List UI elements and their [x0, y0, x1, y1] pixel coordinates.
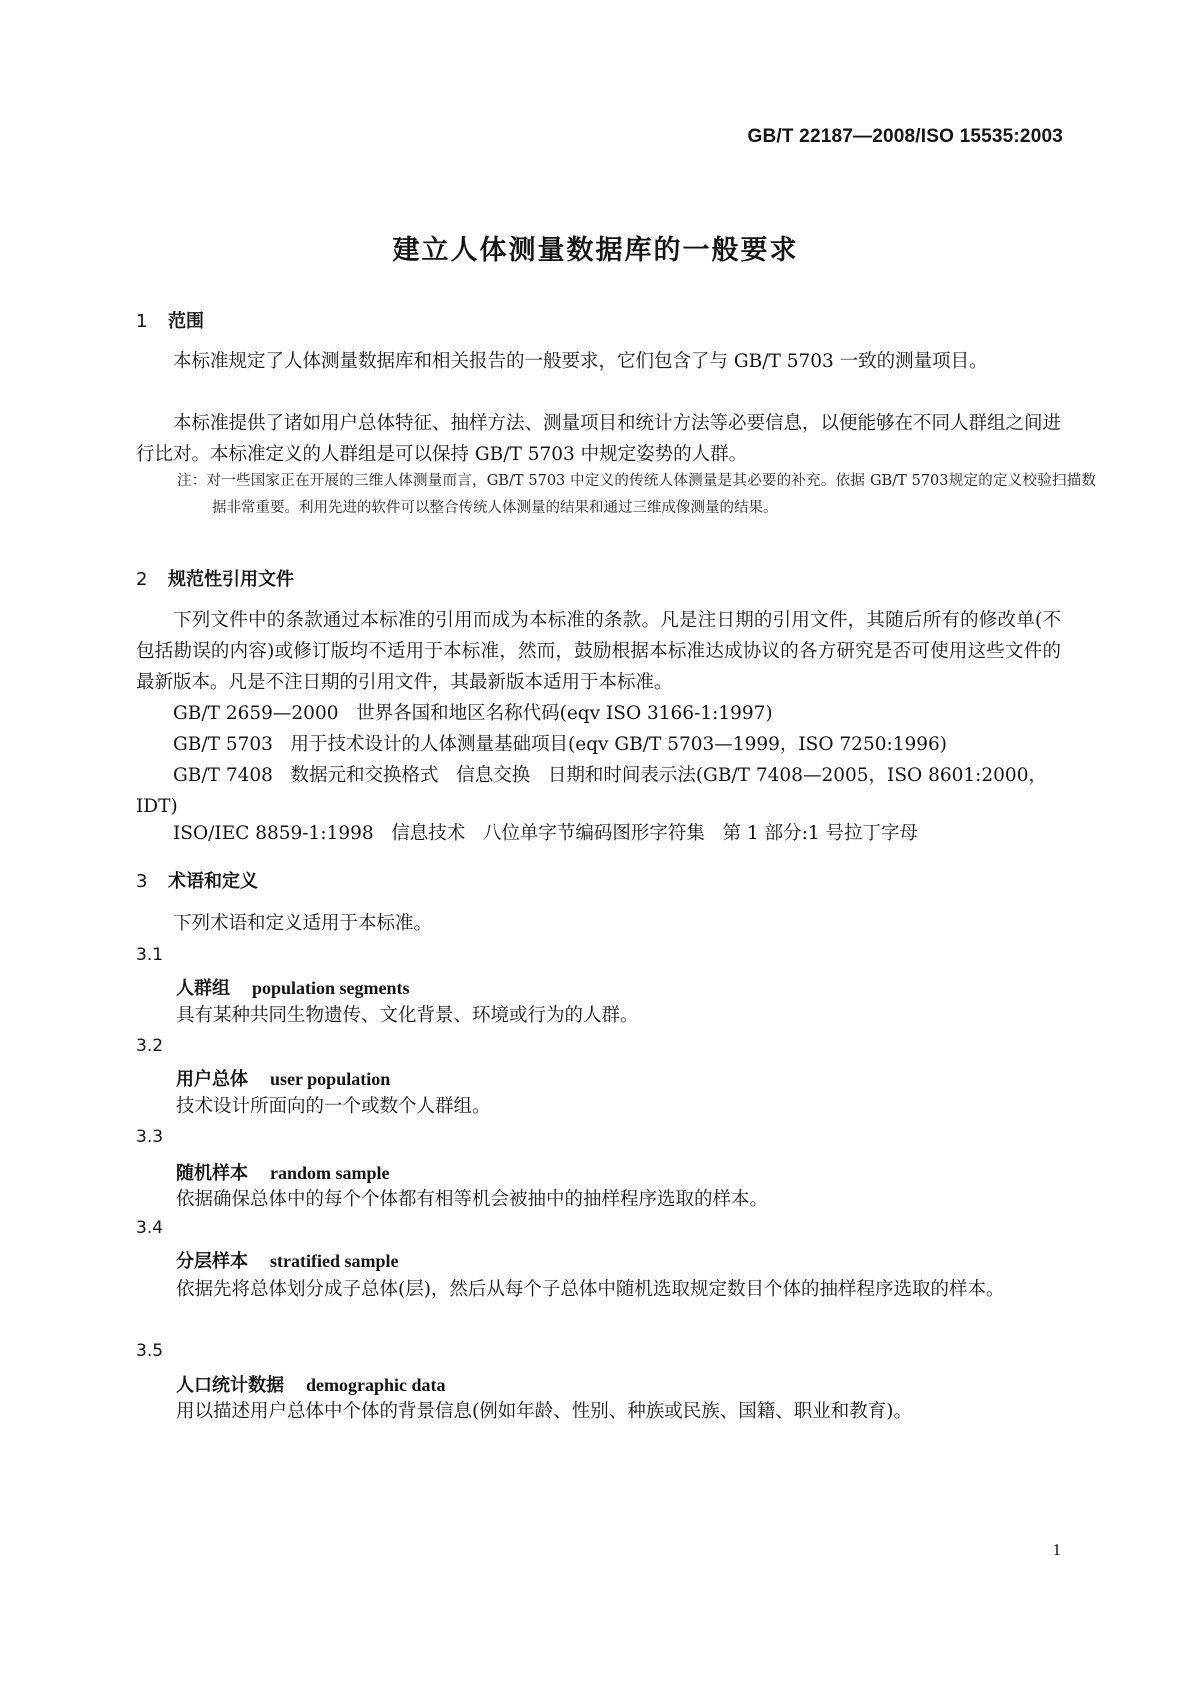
term-name-zh: 分层样本 [176, 1251, 248, 1272]
document-title: 建立人体测量数据库的一般要求 [392, 235, 799, 266]
standard-code: GB/T 22187—2008/ISO 15535:2003 [747, 126, 1063, 147]
term-name [176, 1065, 390, 1091]
term-number: 3.2 [136, 1036, 164, 1056]
term-name [176, 1159, 390, 1185]
section-title: 术语和定义 [168, 871, 258, 892]
normative-intro: 下列文件中的条款通过本标准的引用而成为本标准的条款。凡是注日期的引用文件，其随后所有的修改单(不包括勘误的内容)或修订版均不适用于本标准，然而，鼓励根据本标准达成协议的各方研究是否可使用这些文件的最新版本。凡是不注日期的引用文件，其最新版本适用于本标准。 [136, 610, 1061, 693]
section-3-heading [136, 867, 258, 893]
section-title: 规范性引用文件 [168, 569, 294, 590]
term-number: 3.5 [136, 1341, 164, 1361]
term-name-en: demographic data [306, 1375, 446, 1395]
scope-note: 注：对一些国家正在开展的三维人体测量而言，GB/T 5703 中定义的传统人体测量是其必要的补充。依据 GB/T 5703规定的定义校验扫描数据非常重要。利用先进的软件可以整合传统人体测量的结果和通过三维成像测量的结果。 [177, 473, 1096, 516]
page-number: 1 [1052, 1540, 1061, 1559]
section-2-heading [136, 565, 294, 591]
scope-paragraph-2: 本标准提供了诸如用户总体特征、抽样方法、测量项目和统计方法等必要信息，以便能够在不同人群组之间进行比对。本标准定义的人群组是可以保持 GB/T 5703 中规定姿势的人群。 [136, 413, 1062, 465]
section-title: 范围 [168, 311, 204, 332]
reference-item: GB/T 5703 用于技术设计的人体测量基础项目(eqv GB/T 5703—1999，ISO 7250:1996) [173, 734, 948, 755]
term-definition: 具有某种共同生物遗传、文化背景、环境或行为的人群。 [176, 1005, 639, 1026]
section-number: 3 [136, 871, 148, 892]
term-name-en: stratified sample [270, 1251, 399, 1271]
section-1-heading [136, 307, 204, 333]
term-name-zh: 随机样本 [176, 1163, 248, 1184]
term-number: 3.3 [136, 1127, 164, 1147]
term-definition: 依据确保总体中的每个个体都有相等机会被抽中的抽样程序选取的样本。 [176, 1189, 769, 1210]
term-definition: 依据先将总体划分成子总体(层)，然后从每个子总体中随机选取规定数目个体的抽样程序选取的样本。 [176, 1279, 1005, 1300]
term-name [176, 1247, 398, 1273]
terms-intro: 下列术语和定义适用于本标准。 [173, 913, 433, 934]
term-number: 3.1 [136, 945, 164, 965]
reference-item: GB/T 7408 数据元和交换格式 信息交换 日期和时间表示法(GB/T 7408—2005，ISO 8601:2000，IDT) [136, 765, 1047, 817]
term-definition: 技术设计所面向的一个或数个人群组。 [176, 1096, 491, 1117]
term-name-en: user population [270, 1069, 391, 1089]
term-name-zh: 人群组 [176, 978, 230, 999]
term-definition: 用以描述用户总体中个体的背景信息(例如年龄、性别、种族或民族、国籍、职业和教育)。 [176, 1401, 912, 1422]
section-number: 2 [136, 569, 148, 590]
reference-item: GB/T 2659—2000 世界各国和地区名称代码(eqv ISO 3166-1:1997) [173, 703, 773, 724]
term-name [176, 974, 410, 1000]
term-number: 3.4 [136, 1218, 164, 1238]
scope-paragraph-1: 本标准规定了人体测量数据库和相关报告的一般要求，它们包含了与 GB/T 5703 一致的测量项目。 [173, 351, 988, 372]
term-name-zh: 用户总体 [176, 1069, 248, 1090]
term-name [176, 1371, 446, 1397]
term-name-zh: 人口统计数据 [176, 1375, 284, 1396]
reference-item: ISO/IEC 8859-1:1998 信息技术 八位单字节编码图形字符集 第 1 部分:1 号拉丁字母 [173, 823, 918, 844]
term-name-en: random sample [270, 1163, 390, 1183]
section-number: 1 [136, 311, 148, 332]
term-name-en: population segments [252, 978, 410, 998]
